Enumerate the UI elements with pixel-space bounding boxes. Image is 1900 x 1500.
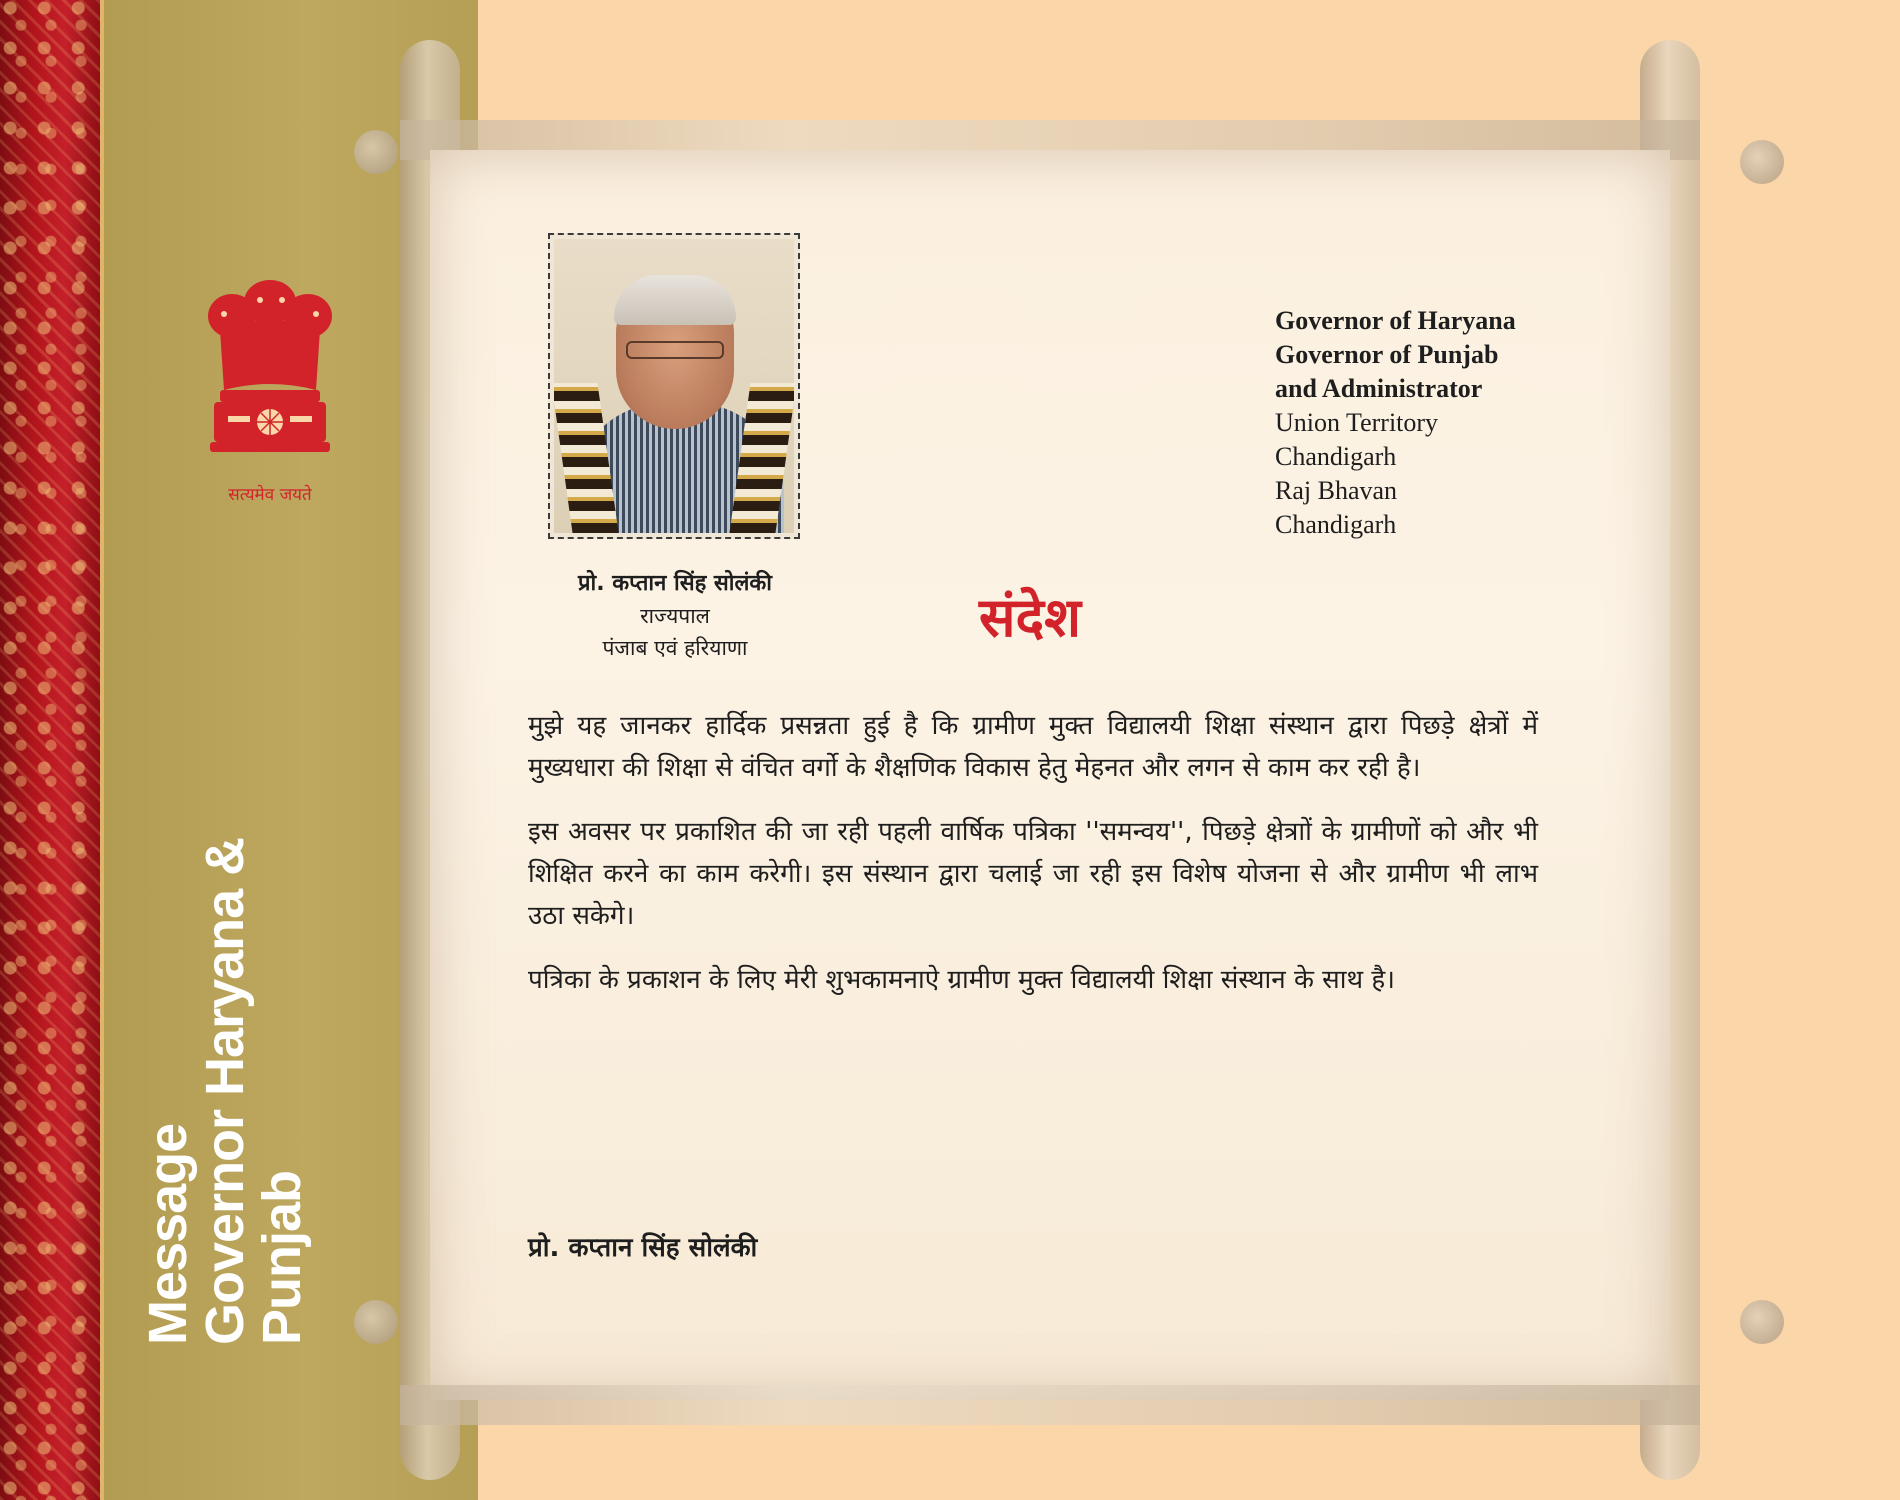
designation-line: Governor of Punjab <box>1275 340 1499 369</box>
scroll-knob <box>1740 1300 1784 1344</box>
designation-line: Chandigarh <box>1275 442 1397 471</box>
governor-states: पंजाब एवं हरियाणा <box>602 636 748 660</box>
message-paragraph: इस अवसर पर प्रकाशित की जा रही पहली वार्षिक पत्रिका ''समन्वय'', पिछड़े क्षेत्राों के ग्रामीणों को और भी शिक्षित करने का काम करेगी। इस संस्थान द्वारा चलाई जा रही इस विशेष योजना से और ग्रामीण भी लाभ उठा सकेगे। <box>528 817 1538 931</box>
scroll-knob <box>1740 140 1784 184</box>
message-paragraph: पत्रिका के प्रकाशन के लिए मेरी शुभकामनाऐ ग्रामीण मुक्त विद्यालयी शिक्षा संस्थान के साथ है। <box>528 965 1396 995</box>
designation-line: and Administrator <box>1275 374 1483 403</box>
sidebar-title-line: Message <box>138 1123 198 1345</box>
designation-block <box>1275 304 1516 542</box>
sidebar-title-line: Punjab <box>252 1170 312 1345</box>
message-heading: संदेश <box>979 586 1081 649</box>
scroll-knob <box>354 130 398 174</box>
national-emblem-icon <box>190 270 350 470</box>
designation-line: Raj Bhavan <box>1275 476 1398 505</box>
message-body <box>528 705 1538 1023</box>
sidebar-title <box>140 838 311 1345</box>
portrait-caption <box>520 568 830 664</box>
designation-line: Chandigarh <box>1275 510 1397 539</box>
governor-role: राज्यपाल <box>640 604 710 628</box>
parchment-edge <box>400 1385 1700 1425</box>
scroll-knob <box>354 1300 398 1344</box>
governor-name: प्रो. कप्तान सिंह सोलंकी <box>577 571 772 596</box>
emblem-motto: सत्यमेव जयते <box>228 485 312 505</box>
designation-line: Governor of Haryana <box>1275 306 1516 335</box>
message-paragraph: मुझे यह जानकर हार्दिक प्रसन्नता हुई है कि ग्रामीण मुक्त विद्यालयी शिक्षा संस्थान द्वारा पिछड़े क्षेत्रों में मुख्यधारा की शिक्षा से वंचित वर्गो के शैक्षणिक विकास हेतु मेहनत और लगन से काम कर रही है। <box>528 711 1538 783</box>
governor-portrait <box>548 233 800 539</box>
signature: प्रो. कप्तान सिंह सोलंकी <box>528 1233 758 1263</box>
designation-line: Union Territory <box>1275 408 1439 437</box>
sidebar-title-line: Governor Haryana & <box>195 837 255 1345</box>
decorative-red-border <box>0 0 100 1500</box>
